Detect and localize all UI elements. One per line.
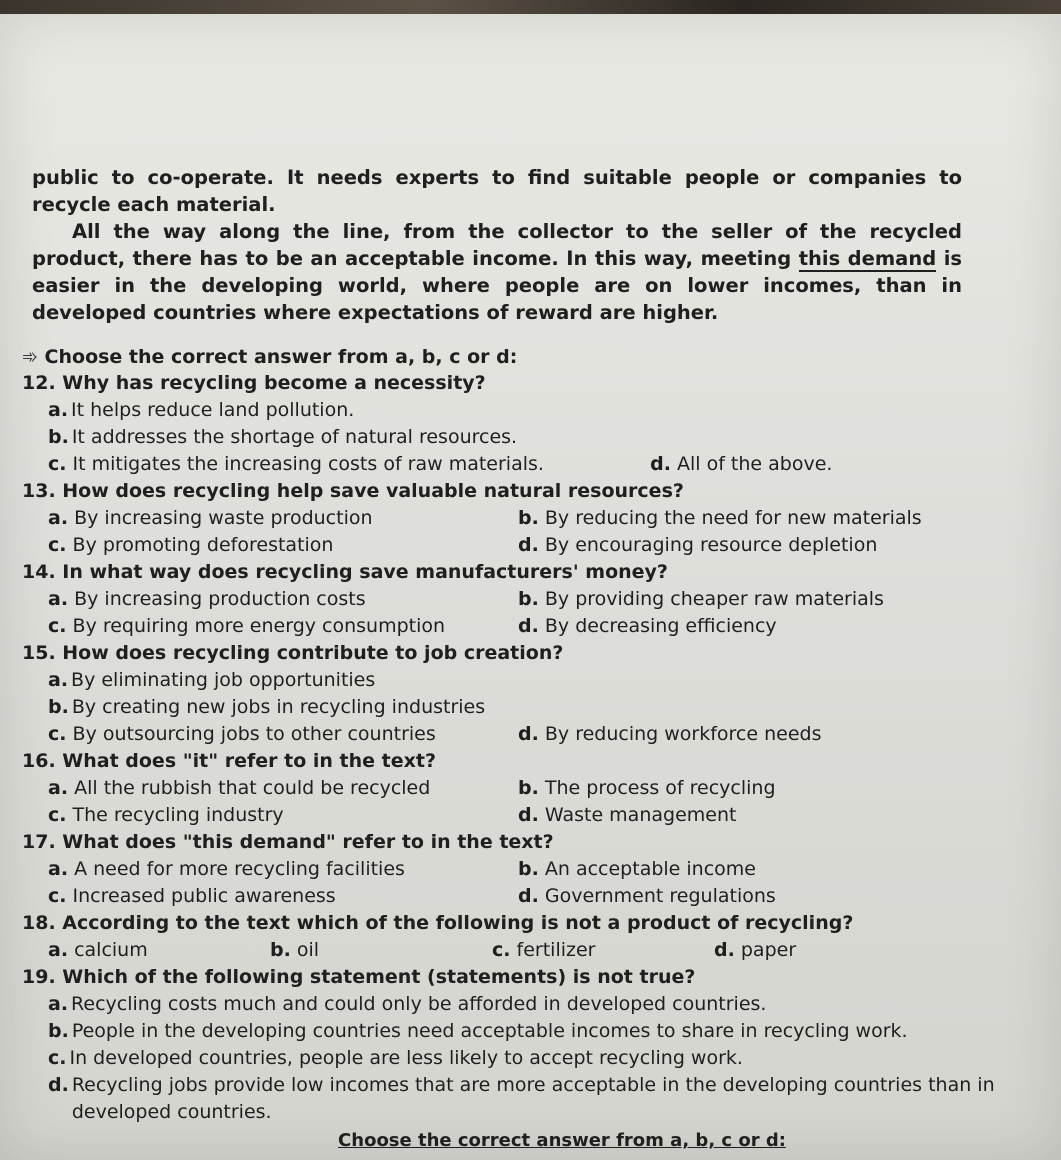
option-a[interactable]: a. By increasing waste production [48,507,373,529]
option-d[interactable]: d. All of the above. [650,453,833,475]
options-a-b [22,586,1022,613]
question-text: 12. Why has recycling become a necessity? [22,372,486,394]
options-a-b [22,505,1022,532]
next-instruction: Choose the correct answer from a, b, c or d: [338,1130,786,1151]
question-18 [22,910,1022,964]
option-d[interactable]: d. By encouraging resource depletion [518,534,878,556]
option-d[interactable]: d. Recycling jobs provide low incomes that are more acceptable in the developing countries than in developed countries. [48,1074,995,1123]
option-c[interactable]: c. In developed countries, people are less likely to accept recycling work. [48,1047,743,1069]
option-a[interactable]: a. All the rubbish that could be recycled [48,777,431,799]
option-b[interactable]: b. By providing cheaper raw materials [518,588,884,610]
option-d[interactable]: d. Government regulations [518,885,776,907]
question-text: 13. How does recycling help save valuable natural resources? [22,480,684,502]
question-13 [22,478,1022,559]
option-d[interactable]: d. By decreasing efficiency [518,615,777,637]
option-b[interactable]: b. People in the developing countries need acceptable incomes to share in recycling work. [48,1020,908,1042]
question-14 [22,559,1022,640]
option-a[interactable]: a. It helps reduce land pollution. [48,399,355,421]
options-c-d [22,613,1022,640]
question-text: 19. Which of the following statement (statements) is not true? [22,966,696,988]
question-text: 16. What does "it" refer to in the text? [22,750,436,772]
option-d[interactable]: d. paper [714,939,797,961]
options-a-b [22,856,1022,883]
option-c[interactable]: c. fertilizer [492,939,596,961]
worksheet [22,164,1022,1151]
option-c[interactable]: c. By outsourcing jobs to other countries [48,723,436,745]
options-c-d [22,532,1022,559]
option-b[interactable]: b. The process of recycling [518,777,776,799]
question-text: 14. In what way does recycling save manufacturers' money? [22,561,668,583]
question-text: 17. What does "this demand" refer to in the text? [22,831,554,853]
question-16 [22,748,1022,829]
question-17 [22,829,1022,910]
question-text: 18. According to the text which of the following is not a product of recycling? [22,912,854,934]
passage-paragraph-2: All the way along the line, from the collector to the seller of the recycled product, there has to be an acceptable income. In this way, meeting this demand is easier in the developing world, where people are on lower incomes, than in developed countries where expectations of reward are higher. [32,220,962,324]
option-a[interactable]: a. Recycling costs much and could only be afforded in developed countries. [48,993,767,1015]
option-c[interactable]: c. By requiring more energy consumption [48,615,446,637]
options-c-d [22,883,1022,910]
question-text: 15. How does recycling contribute to job creation? [22,642,564,664]
option-b[interactable]: b. An acceptable income [518,858,756,880]
option-b[interactable]: b. It addresses the shortage of natural resources. [48,426,518,448]
question-12 [22,370,1022,478]
option-c[interactable]: c. The recycling industry [48,804,284,826]
option-d[interactable]: d. Waste management [518,804,737,826]
passage-paragraph-1: public to co-operate. It needs experts to find suitable people or companies to recycle each material. [32,166,962,216]
instruction: ➾ Choose the correct answer from a, b, c or d: [22,346,518,368]
paper-sheet [0,14,1061,1160]
option-c[interactable]: c. By promoting deforestation [48,534,334,556]
options-c-d [22,451,1022,478]
option-a[interactable]: a. By increasing production costs [48,588,366,610]
options-row [22,937,1022,964]
arrow-icon: ➾ [22,346,45,368]
option-b[interactable]: b. oil [270,939,320,961]
question-19 [22,964,1022,1126]
options-c-d [22,721,1022,748]
option-a[interactable]: a. A need for more recycling facilities [48,858,405,880]
option-a[interactable]: a. calcium [48,939,148,961]
option-d[interactable]: d. By reducing workforce needs [518,723,822,745]
option-a[interactable]: a. By eliminating job opportunities [48,669,376,691]
option-b[interactable]: b. By reducing the need for new materials [518,507,922,529]
underlined-phrase: this demand [798,247,937,270]
question-15 [22,640,1022,748]
option-c[interactable]: c. Increased public awareness [48,885,336,907]
options-c-d [22,802,1022,829]
options-a-b [22,775,1022,802]
option-b[interactable]: b. By creating new jobs in recycling industries [48,696,486,718]
option-c[interactable]: c. It mitigates the increasing costs of raw materials. [48,453,544,475]
